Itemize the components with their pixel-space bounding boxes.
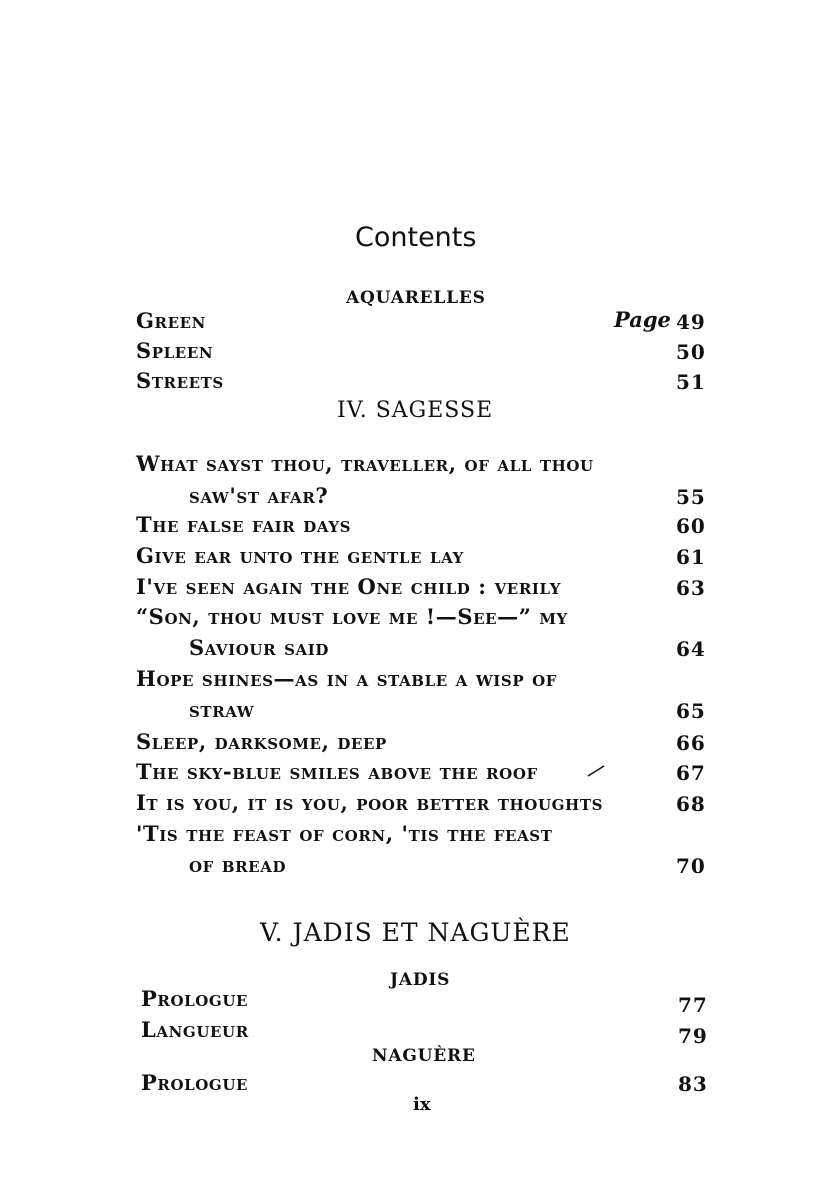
section-heading-aquarelles: AQUARELLES [346, 288, 486, 308]
toc-entry-title-continued: Saviour said [189, 635, 329, 660]
toc-entry-page: 63 [676, 576, 706, 600]
toc-entry-title: Streets [136, 368, 224, 393]
toc-entry-title-continued: straw [189, 697, 255, 722]
section-heading-jadis-et-naguere: V. JADIS ET NAGUÈRE [260, 918, 571, 947]
toc-entry-page: 49 [676, 310, 706, 334]
pencil-mark [586, 764, 606, 778]
toc-entry-title: “Son, thou must love me !—See—” my [136, 604, 568, 629]
toc-entry-page: 83 [678, 1072, 708, 1096]
toc-entry-page: 51 [676, 370, 706, 394]
toc-entry-page: 61 [676, 545, 706, 569]
toc-entry-page: 70 [676, 854, 706, 878]
page-title: Contents [355, 222, 477, 253]
toc-entry-title: 'Tis the feast of corn, 'tis the feast [136, 821, 553, 846]
toc-entry-title: Prologue [141, 986, 249, 1011]
section-heading-sagesse: IV. SAGESSE [337, 398, 494, 423]
toc-entry-page: 66 [676, 731, 706, 755]
toc-entry-title: What sayst thou, traveller, of all thou [136, 451, 594, 476]
toc-entry-title: Hope shines—as in a stable a wisp of [136, 666, 558, 691]
toc-entry-title: Green [136, 308, 206, 333]
toc-entry-title: The false fair days [136, 512, 352, 537]
toc-entry-page: 50 [676, 340, 706, 364]
toc-entry-page: 55 [676, 485, 706, 509]
toc-entry-title: Sleep, darksome, deep [136, 729, 387, 754]
toc-entry-page: 77 [678, 993, 708, 1017]
toc-entry-title: It is you, it is you, poor better thoughts [136, 790, 604, 815]
toc-entry-page: 79 [678, 1024, 708, 1048]
toc-entry-title: The sky-blue smiles above the roof [136, 759, 538, 784]
page-number: ix [413, 1094, 431, 1115]
page-column-label: Page [614, 307, 671, 332]
toc-entry-title-continued: of bread [189, 852, 287, 877]
toc-entry-title: Spleen [136, 338, 214, 363]
toc-entry-title: Give ear unto the gentle lay [136, 543, 464, 568]
subsection-heading-naguere: NAGUÈRE [372, 1046, 476, 1066]
toc-entry-title: Prologue [141, 1070, 249, 1095]
toc-entry-title: I've seen again the One child : verily [136, 574, 562, 599]
toc-entry-title-continued: saw'st afar? [189, 483, 329, 508]
subsection-heading-jadis: JADIS [390, 970, 451, 990]
toc-entry-page: 60 [676, 514, 706, 538]
toc-entry-page: 64 [676, 637, 706, 661]
toc-entry-page: 68 [676, 792, 706, 816]
toc-entry-page: 67 [676, 761, 706, 785]
toc-entry-title: Langueur [141, 1017, 249, 1042]
toc-entry-page: 65 [676, 699, 706, 723]
